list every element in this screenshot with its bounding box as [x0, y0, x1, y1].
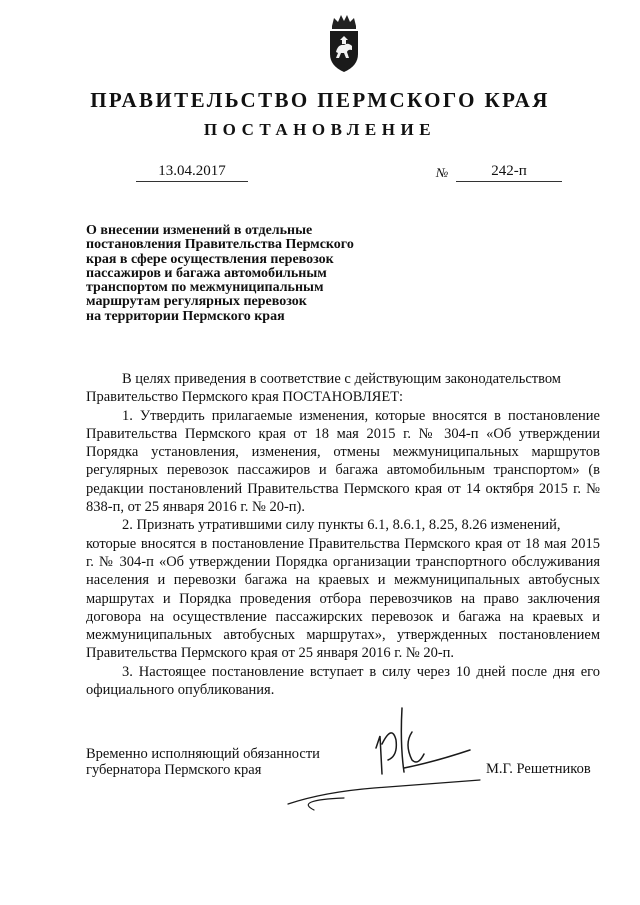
document-body	[86, 370, 600, 699]
document-number: 242-п	[456, 162, 562, 182]
subject-line: транспортом по межмуниципальным	[86, 280, 324, 296]
document-date: 13.04.2017	[136, 162, 248, 182]
government-title: ПРАВИТЕЛЬСТВО ПЕРМСКОГО КРАЯ	[90, 88, 550, 112]
subject-line: пассажиров и багажа автомобильным	[86, 265, 327, 281]
position-line: Временно исполняющий обязанности	[86, 746, 320, 762]
subject-line: маршрутам регулярных перевозок	[86, 294, 307, 310]
clause-1: 1. Утвердить прилагаемые изменения, которые вносятся в постановление Правительства Пермского края от 18 мая 2015 г. № 304-п «Об утверждении Порядка установления, изменения, отмены межмуниципальных маршрутов регулярных перевозок пассажиров и багажа автомобильным транспортом» (в редакции постановлений Правительства Пермского края от 14 октября 2015 г. № 838-п, от 25 января 2016 г. № 20-п).	[86, 407, 600, 516]
position-line: губернатора Пермского края	[86, 762, 262, 778]
subject-line: на территории Пермского края	[86, 308, 285, 324]
preamble-line: Правительство Пермского края ПОСТАНОВЛЯЕТ:	[86, 389, 404, 406]
clause-2-rest: которые вносятся в постановление Правительства Пермского края от 18 мая 2015 г. № 304-п «Об утверждении Порядка организации транспортного обслуживания населения и перевозки багажа на краевых и межмуниципальных автобусных маршрутах и Порядка проведения отбора перевозчиков на право заключения договора на осуществление пассажирских перевозок и багажа на краевых и межмуниципальных автобусных маршрутах», утвержденных постановлением Правительства Пермского края от 25 января 2016 г. № 20-п.	[86, 535, 600, 662]
document-type: ПОСТАНОВЛЕНИЕ	[203, 120, 437, 139]
subject-line: края в сфере осуществления перевозок	[86, 251, 334, 267]
signer-name: М.Г. Решетников	[486, 761, 591, 777]
coat-of-arms-icon	[326, 12, 362, 74]
subject-line: О внесении изменений в отдельные	[86, 223, 313, 238]
clause-3: 3. Настоящее постановление вступает в силу через 10 дней после дня его официального опубликования.	[86, 663, 600, 699]
clause-2-first-line: 2. Признать утратившими силу пункты 6.1, 8.6.1, 8.25, 8.26 изменений,	[122, 517, 561, 534]
document-subject	[86, 224, 406, 324]
handwritten-signature	[284, 704, 484, 816]
preamble-line: В целях приведения в соответствие с действующим законодательством	[122, 371, 561, 387]
number-sign: №	[436, 165, 449, 180]
subject-line: постановления Правительства Пермского	[86, 237, 354, 253]
